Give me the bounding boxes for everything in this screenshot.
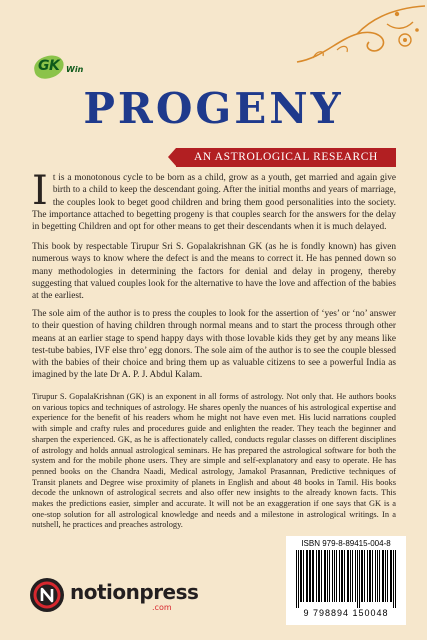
- publisher-domain: .com: [152, 603, 172, 612]
- drop-cap: I: [32, 168, 48, 214]
- gk-win-logo: [34, 56, 104, 86]
- publisher-name: notionpress: [70, 580, 199, 604]
- ornament-swirl-icon: [277, 0, 427, 70]
- barcode-icon: [294, 550, 398, 608]
- isbn-digits: 9 798894 150048: [303, 608, 389, 618]
- paragraph-aim: The sole aim of the author is to press the couples to look for the assertion of ‘yes’ or ‘no’ answer to their question of having children through normal means and to start the process through other means at an earlier stage to spend happy days with those lovable kids they get by any means like test-tube babies, IVF else thro’ egg donors. The sole aim of the author is to see the couple blessed with the babies of their choice and bring them up as valuable citizens to see a powerful India as imagined by the late Dr A. P. J. Abdul Kalam.: [32, 309, 396, 381]
- publisher-n-icon: [30, 578, 64, 612]
- logo-gk-text: GK: [38, 58, 60, 74]
- logo-win-text: Win: [66, 65, 84, 74]
- publisher-logo: [30, 578, 200, 618]
- isbn-barcode-box: [286, 536, 406, 625]
- paragraph-author-bio: Tirupur S. GopalaKrishnan (GK) is an exponent in all forms of astrology. Not only that. He authors books on various topics and techniques of astrology. He shares openly the nuances of his astrological expertise and experience for the benefit of his readers whom he might not have even met. His lucid narrations coupled with simple and crafty rules and procedures guide and enlighten the reader. They teach the beginner and sharpen the experienced. GK, as he is affectionately called, conducts regular classes on different disciplines of astrology and holds annual astrological seminars. He has prepared the astrological software for both the system and for the mobile phone users. They are simple and self-explanatory and easy to operate. He has penned books on the Chandra Naadi, Medical astrology, Jamakol Prasannan, Predictive techniques of Transit planets and Degree wise proximity of planets in English and about 48 books in Tamil. His books decode the unknown of astrological secrets and also offer new insights to the already known facts. This makes the predictions easier, simpler and accurate. It will not be an exaggeration if one says that GK is a one-stop solution for all astrological knowledge and needs and a milestone in astrological writings. In a nutshell, he practices and preaches astrology.: [32, 392, 396, 530]
- book-title: PROGENY: [83, 84, 344, 133]
- subtitle-band: AN ASTROLOGICAL RESEARCH: [176, 148, 396, 167]
- isbn-label: ISBN 979-8-89415-004-8: [301, 539, 391, 548]
- paragraph-book: This book by respectable Tirupur Sri S. Gopalakrishnan GK (as he is fondly known) has given numerous ways to know where the defect is and the means to correct it. He has penned down so many methodologies in determining the factors for denial and delay in progeny, thereby suggesting that valued couples look for the alternative to have the love and affection of the babies at the earliest.: [32, 242, 396, 302]
- paragraph-intro: [32, 168, 396, 233]
- paragraph-intro-text: t is a monotonous cycle to be born as a child, grow as a youth, get married and again give birth to a child to keep the descendant going. After the initial months and years of marriage, the couples look to beget good children and bring them good personalities into the society. The importance attached to begetting progeny is that couples search for the answers for the delay in begetting Children and opt for other means to get their descendants when it is much delayed.: [32, 173, 396, 233]
